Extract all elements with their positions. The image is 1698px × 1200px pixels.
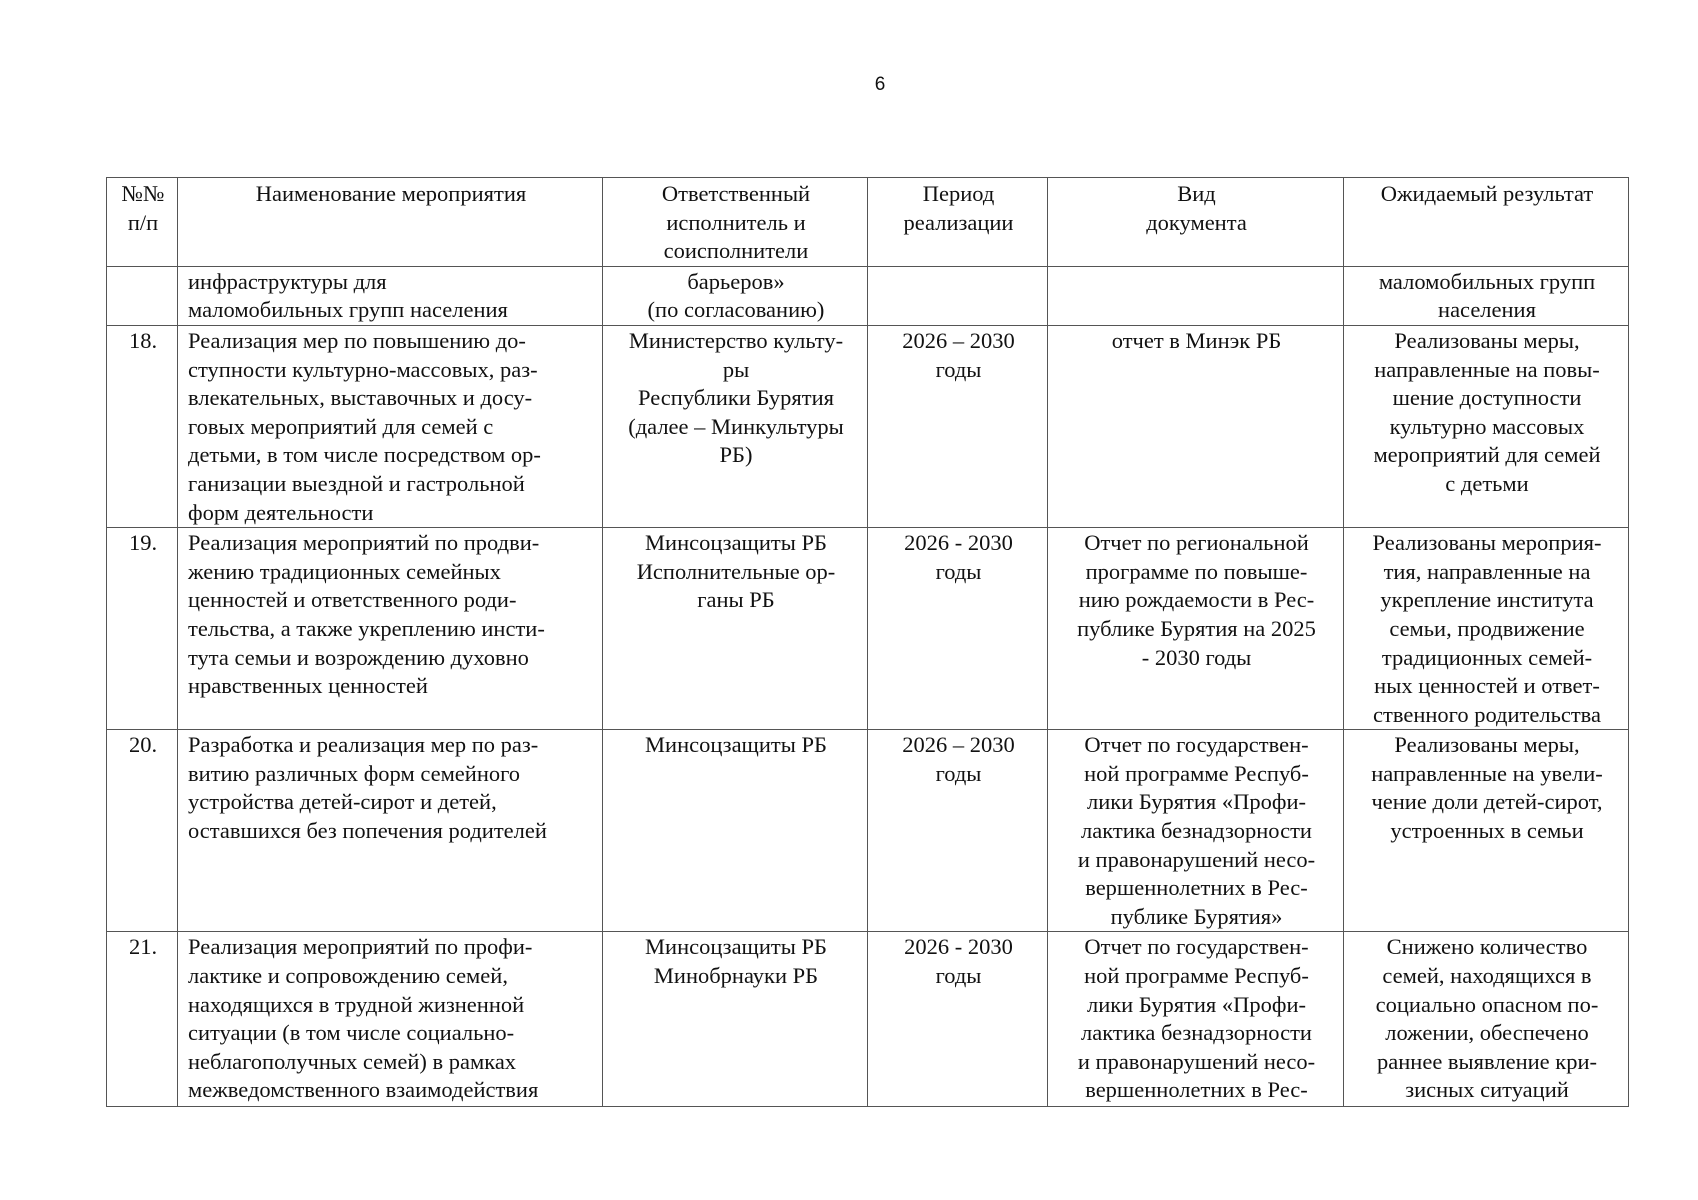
text-line: публике Бурятия»	[1110, 903, 1283, 929]
table-row	[107, 730, 1629, 932]
cell-number: 21.	[107, 932, 178, 1107]
cell-executor	[603, 730, 868, 932]
text-line: направленные на увели-	[1371, 760, 1603, 786]
text-line: Минсоцзащиты РБ	[645, 530, 827, 556]
text-line: Минсоцзащиты РБ	[645, 732, 827, 758]
text-line: Республики Бурятия	[638, 385, 834, 411]
text-line: социально опасном по-	[1375, 991, 1599, 1017]
cell-period	[868, 266, 1048, 325]
text-line: нию рождаемости в Рес-	[1078, 587, 1315, 613]
text-line: Разработка и реализация мер по раз-	[188, 732, 539, 758]
cell-period	[868, 730, 1048, 932]
text-line: барьеров»	[687, 268, 785, 294]
text-line: - 2030 годы	[1141, 644, 1252, 670]
text-line: тия, направленные на	[1383, 558, 1591, 584]
text-line: публике Бурятия на 2025	[1077, 615, 1316, 641]
text-line: Минсоцзащиты РБ	[645, 934, 827, 960]
text-line: ганы РБ	[697, 587, 775, 613]
cell-measure-name	[178, 932, 603, 1107]
text-line: вершеннолетних в Рес-	[1085, 1077, 1308, 1103]
text-line: Исполнительные ор-	[636, 558, 836, 584]
text-line: говых мероприятий для семей с	[188, 413, 494, 439]
text-line: культурно массовых	[1389, 413, 1585, 439]
header-number: №№ п/п	[107, 178, 178, 267]
text-line: семьи, продвижение	[1389, 615, 1585, 641]
text-line: Реализованы меры,	[1394, 327, 1580, 353]
text-line: устройства детей-сирот и детей,	[188, 789, 497, 815]
text-line: Отчет по государствен-	[1084, 732, 1309, 758]
table-row	[107, 325, 1629, 527]
text-line: ных ценностей и ответ-	[1374, 673, 1600, 699]
text-line: годы	[935, 356, 982, 382]
cell-document-type	[1048, 932, 1344, 1107]
header-measure-name: Наименование мероприятия	[178, 178, 603, 267]
text-line: Снижено количество	[1386, 934, 1588, 960]
text-line: лики Бурятия «Профи-	[1086, 789, 1307, 815]
text-line: ценностей и ответственного роди-	[188, 587, 517, 613]
text-line: семей, находящихся в	[1382, 963, 1592, 989]
text-line: раннее выявление кри-	[1377, 1048, 1597, 1074]
text-line: маломобильных групп	[1378, 268, 1596, 294]
text-line: Отчет по государствен-	[1084, 934, 1309, 960]
text-line: маломобильных групп населения	[188, 297, 508, 323]
text-line: оставшихся без попечения родителей	[188, 818, 547, 844]
cell-measure-name	[178, 730, 603, 932]
table-header-row	[107, 178, 1629, 267]
header-period: Период реализации	[868, 178, 1048, 267]
text-line: (далее – Минкультуры	[628, 413, 844, 439]
text-line: Реализация мероприятий по профи-	[188, 934, 533, 960]
cell-number: 20.	[107, 730, 178, 932]
text-line: инфраструктуры для	[188, 268, 387, 294]
cell-measure-name	[178, 325, 603, 527]
text-line: 2026 - 2030	[904, 934, 1013, 960]
text-line: населения	[1438, 297, 1536, 323]
cell-expected-result	[1344, 932, 1629, 1107]
table-row	[107, 266, 1629, 325]
table-row	[107, 528, 1629, 730]
header-executor: Ответственный исполнитель и соисполнители	[603, 178, 868, 267]
text-line: 2026 - 2030	[904, 530, 1013, 556]
table-row	[107, 932, 1629, 1107]
text-line: тельства, а также укреплению инсти-	[188, 615, 545, 641]
text-line: лактика безнадзорности	[1081, 1020, 1312, 1046]
text-line: отчет в Минэк РБ	[1111, 327, 1282, 353]
text-line: 2026 – 2030	[902, 327, 1015, 353]
text-line: и правонарушений несо-	[1077, 1048, 1316, 1074]
header-expected-result: Ожидаемый результат	[1344, 178, 1629, 267]
cell-document-type	[1048, 528, 1344, 730]
cell-number: 18.	[107, 325, 178, 527]
text-line: неблагополучных семей) в рамках	[188, 1048, 517, 1074]
text-line: (по согласованию)	[647, 297, 825, 323]
text-line: вершеннолетних в Рес-	[1085, 875, 1308, 901]
cell-measure-name	[178, 528, 603, 730]
text-line: с детьми	[1445, 470, 1529, 496]
table-body	[107, 266, 1629, 1107]
cell-executor	[603, 266, 868, 325]
cell-number	[107, 266, 178, 325]
text-line: Минобрнауки РБ	[653, 963, 819, 989]
text-line: влекательных, выставочных и досу-	[188, 385, 533, 411]
text-line: чение доли детей-сирот,	[1371, 789, 1603, 815]
cell-period	[868, 325, 1048, 527]
text-line: лактика безнадзорности	[1081, 818, 1312, 844]
text-line: и правонарушений несо-	[1077, 846, 1316, 872]
measures-table	[106, 177, 1629, 1107]
cell-measure-name	[178, 266, 603, 325]
cell-executor	[603, 932, 868, 1107]
text-line: ной программе Респуб-	[1084, 760, 1309, 786]
text-line: жению традиционных семейных	[188, 558, 501, 584]
text-line: годы	[935, 760, 982, 786]
text-line: лактике и сопровождению семей,	[188, 963, 508, 989]
text-line: Реализация мероприятий по продви-	[188, 530, 540, 556]
text-line: ложении, обеспечено	[1385, 1020, 1589, 1046]
header-document-type: Вид документа	[1048, 178, 1344, 267]
text-line: укрепление института	[1380, 587, 1594, 613]
cell-document-type	[1048, 266, 1344, 325]
text-line: РБ)	[719, 442, 753, 468]
text-line: шение доступности	[1392, 385, 1582, 411]
text-line: форм деятельности	[188, 499, 374, 525]
text-line: Реализованы мероприя-	[1372, 530, 1602, 556]
text-line: ситуации (в том числе социально-	[188, 1020, 515, 1046]
cell-period	[868, 932, 1048, 1107]
text-line: тута семьи и возрождению духовно	[188, 644, 529, 670]
cell-document-type	[1048, 325, 1344, 527]
cell-executor	[603, 528, 868, 730]
text-line: 2026 – 2030	[902, 732, 1015, 758]
text-line: нравственных ценностей	[188, 673, 428, 699]
cell-number: 19.	[107, 528, 178, 730]
text-line: ступности культурно-массовых, раз-	[188, 356, 538, 382]
page-number: 6	[874, 74, 886, 95]
text-line: Реализация мер по повышению до-	[188, 327, 526, 353]
cell-expected-result	[1344, 325, 1629, 527]
cell-expected-result	[1344, 528, 1629, 730]
text-line: лики Бурятия «Профи-	[1086, 991, 1307, 1017]
text-line: направленные на повы-	[1374, 356, 1600, 382]
text-line: годы	[935, 963, 982, 989]
text-line: ры	[722, 356, 750, 382]
text-line: находящихся в трудной жизненной	[188, 991, 525, 1017]
cell-expected-result	[1344, 730, 1629, 932]
text-line: межведомственного взаимодействия	[188, 1077, 539, 1103]
cell-period	[868, 528, 1048, 730]
text-line: Реализованы меры,	[1394, 732, 1580, 758]
cell-document-type	[1048, 730, 1344, 932]
text-line: ственного родительства	[1373, 701, 1601, 727]
text-line: ной программе Респуб-	[1084, 963, 1309, 989]
text-line: Отчет по региональной	[1084, 530, 1309, 556]
text-line: ганизации выездной и гастрольной	[188, 470, 525, 496]
text-line: традиционных семей-	[1381, 644, 1593, 670]
text-line: программе по повыше-	[1085, 558, 1308, 584]
text-line: Министерство культу-	[628, 327, 844, 353]
text-line: зисных ситуаций	[1405, 1077, 1569, 1103]
text-line: детьми, в том числе посредством ор-	[188, 442, 541, 468]
text-line: устроенных в семьи	[1390, 818, 1584, 844]
cell-expected-result	[1344, 266, 1629, 325]
text-line: годы	[935, 558, 982, 584]
text-line: мероприятий для семей	[1373, 442, 1601, 468]
text-line: витию различных форм семейного	[188, 760, 521, 786]
cell-executor	[603, 325, 868, 527]
